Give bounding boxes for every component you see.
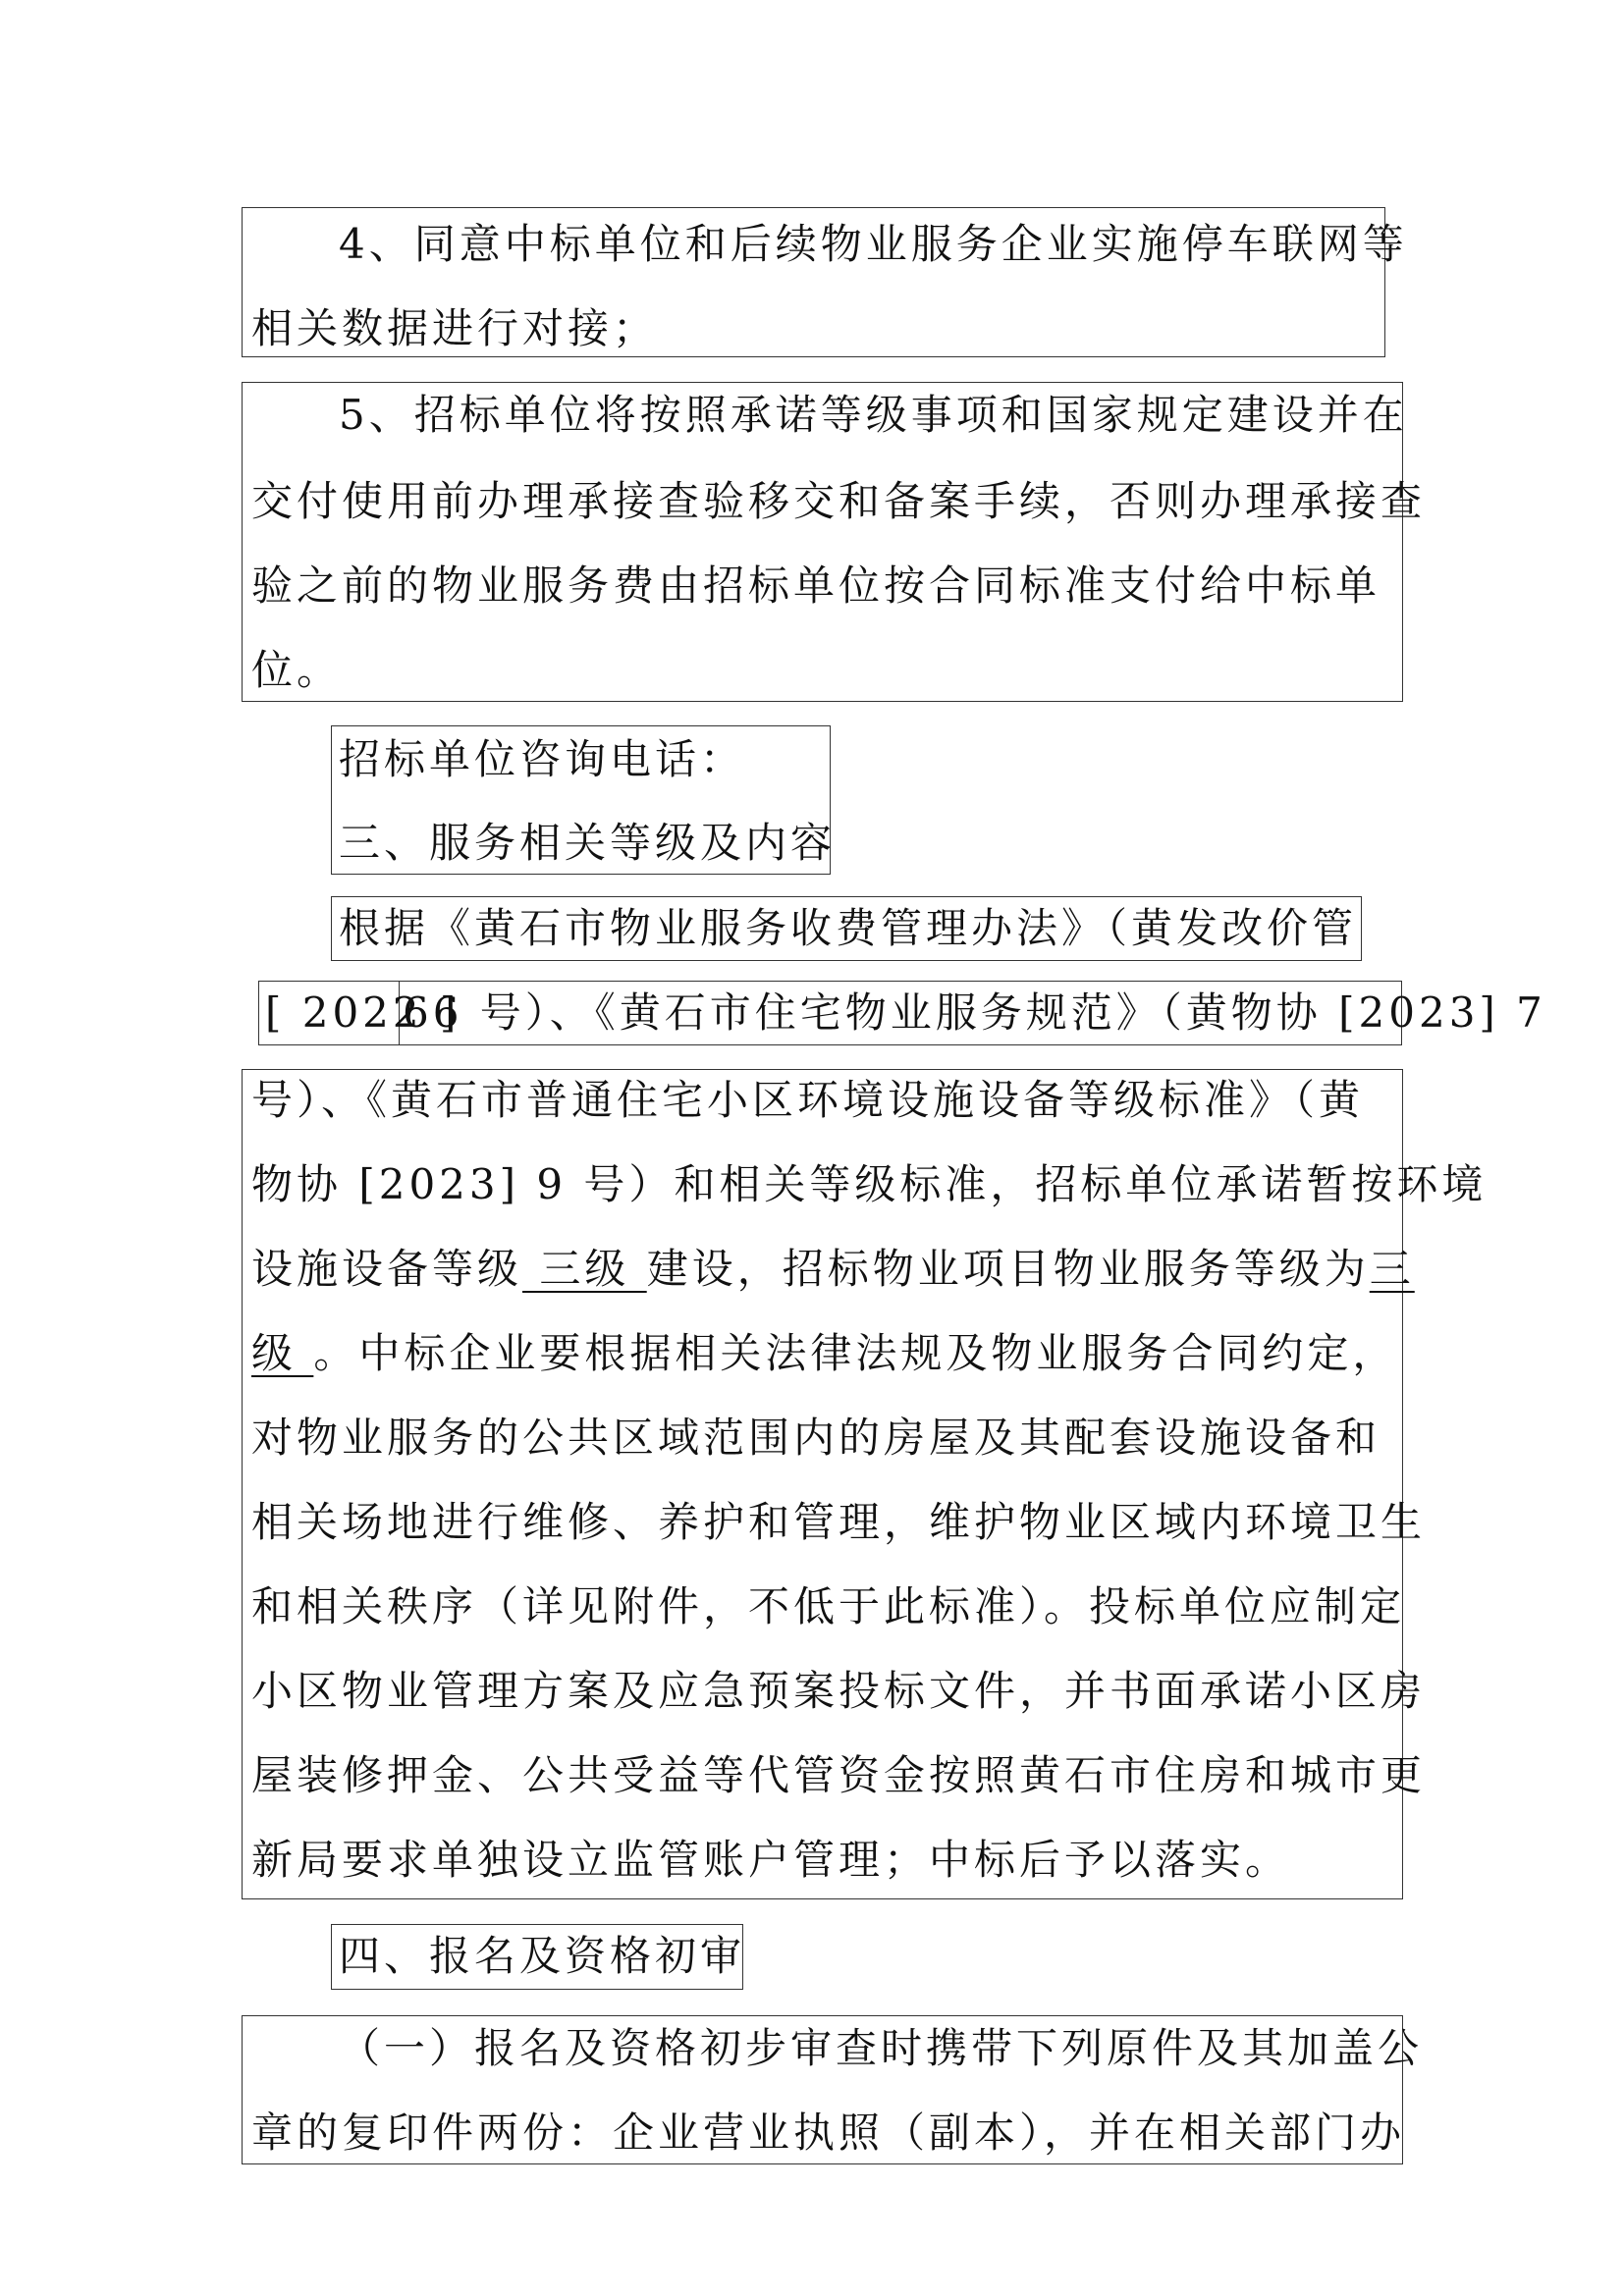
body-line-5: 对物业服务的公共区域范围内的房屋及其配套设施设备和 [251,1414,1381,1462]
body-line-2: 物协 [2023] 9 号）和相关等级标准，招标单位承诺暂按环境 [251,1160,1488,1208]
body-line-4 [251,1329,1398,1377]
body-line-1: 号）、《黄石市普通住宅小区环境设施设备等级标准》（黄 [251,1076,1365,1124]
basis-line-2-part-1: [ 2022 ] [265,988,460,1037]
environment-level-value: 三级 [522,1245,647,1293]
item4-line-2: 相关数据进行对接； [251,304,659,352]
body-line-8: 小区物业管理方案及应急预案投标文件，并书面承诺小区房 [251,1667,1427,1715]
body-line-10: 新局要求单独设立监管账户管理；中标后予以落实。 [251,1836,1291,1884]
basis-line-1: 根据《黄石市物业服务收费管理办法》（黄发改价管 [339,904,1358,952]
body-line-9: 屋装修押金、公共受益等代管资金按照黄石市住房和城市更 [251,1751,1427,1799]
item5-line-1: 5、招标单位将按照承诺等级事项和国家规定建设并在 [339,391,1408,439]
body-line-3 [251,1245,1415,1293]
item5-line-3: 验之前的物业服务费由招标单位按合同标准支付给中标单 [251,561,1381,610]
body-line-7: 和相关秩序（详见附件，不低于此标准）。投标单位应制定 [251,1582,1406,1630]
body-line-3-pre: 设施设备等级 [251,1245,523,1293]
body-line-3-mid: 建设，招标物业项目物业服务等级为 [646,1245,1370,1293]
item5-line-2: 交付使用前办理承接查验移交和备案手续，否则办理承接查 [251,477,1427,525]
service-level-value-part-1: 三 [1369,1245,1415,1293]
body-line-4-post: 。中标企业要根据相关法律法规及物业服务合同约定， [313,1329,1398,1377]
registration-line-2: 章的复印件两份：企业营业执照（副本），并在相关部门办 [251,2109,1406,2157]
service-level-value-part-2: 级 [251,1329,314,1377]
basis-line-2-part-2: 66 号）、《黄石市住宅物业服务规范》（黄物协 [2023] 7 [403,988,1546,1037]
item4-line-1: 4、同意中标单位和后续物业服务企业实施停车联网等 [339,220,1408,268]
section3-title: 三、服务相关等级及内容 [339,819,837,867]
section4-title: 四、报名及资格初审 [339,1932,746,1980]
registration-line-1: （一）报名及资格初步审查时携带下列原件及其加盖公 [339,2024,1424,2072]
contact-label: 招标单位咨询电话： [339,735,746,783]
body-line-6: 相关场地进行维修、养护和管理，维护物业区域内环境卫生 [251,1498,1427,1546]
item5-line-4: 位。 [251,646,343,694]
